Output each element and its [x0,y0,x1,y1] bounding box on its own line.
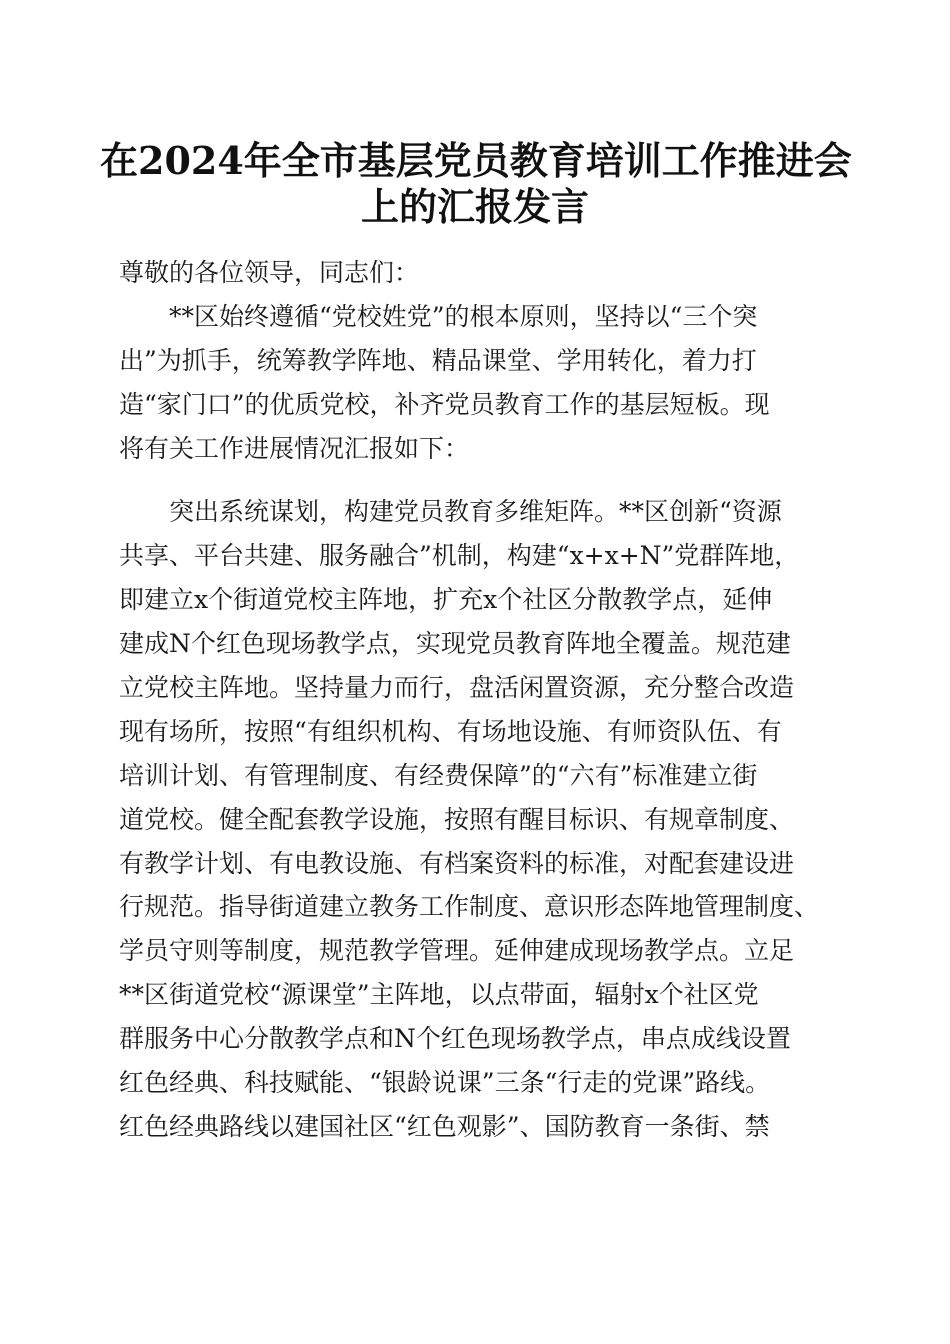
paragraph-2 [119,490,839,1148]
paragraph-line: 将有关工作进展情况汇报如下： [119,433,470,463]
paragraph-line: 学员守则等制度，规范教学管理。延伸建成现场教学点。立足 [119,936,795,966]
paragraph-line: 道党校。健全配套教学设施，按照有醒目标识、有规章制度、 [119,804,795,834]
document-title-line-1: 在2024年全市基层党员教育培训工作推进会 [100,138,852,183]
paragraph-line: 建成N个红色现场教学点，实现党员教育阵地全覆盖。规范建 [119,629,791,659]
paragraph-line: 红色经典、科技赋能、“银龄说课”三条“行走的党课”路线。 [119,1068,771,1098]
document-body [119,251,839,1149]
paragraph-line: 出”为抓手，统筹教学阵地、精品课堂、学用转化，着力打 [119,345,757,375]
paragraph-gap [119,470,839,490]
paragraph-1 [119,295,839,471]
paragraph-line: 有教学计划、有电教设施、有档案资料的标准，对配套建设进 [119,848,795,878]
paragraph-line: 突出系统谋划，构建党员教育多维矩阵。**区创新“资源 [169,497,782,527]
salutation: 尊敬的各位领导，同志们： [119,258,420,287]
paragraph-line: **区街道党校“源课堂”主阵地，以点带面，辐射x个社区党 [119,980,759,1010]
paragraph-line: **区始终遵循“党校姓党”的根本原则，坚持以“三个突 [169,301,758,331]
paragraph-line: 造“家门口”的优质党校，补齐党员教育工作的基层短板。现 [119,389,770,419]
paragraph-line: 即建立x个街道党校主阵地，扩充x个社区分散教学点，延伸 [119,585,773,615]
paragraph-line: 现有场所，按照“有组织机构、有场地设施、有师资队伍、有 [119,716,782,746]
paragraph-line: 培训计划、有管理制度、有经费保障”的“六有”标准建立街 [119,760,758,790]
paragraph-line: 行规范。指导街道建立教务工作制度、意识形态阵地管理制度、 [119,892,820,922]
paragraph-line: 立党校主阵地。坚持量力而行，盘活闲置资源，充分整合改造 [119,673,795,703]
paragraph-line: 共享、平台共建、服务融合”机制，构建“x+x+N”党群阵地， [119,541,800,571]
paragraph-line: 红色经典路线以建国社区“红色观影”、国防教育一条街、禁 [119,1111,770,1141]
paragraph-line: 群服务中心分散教学点和N个红色现场教学点，串点成线设置 [119,1024,791,1054]
document-title-line-2: 上的汇报发言 [360,184,589,229]
